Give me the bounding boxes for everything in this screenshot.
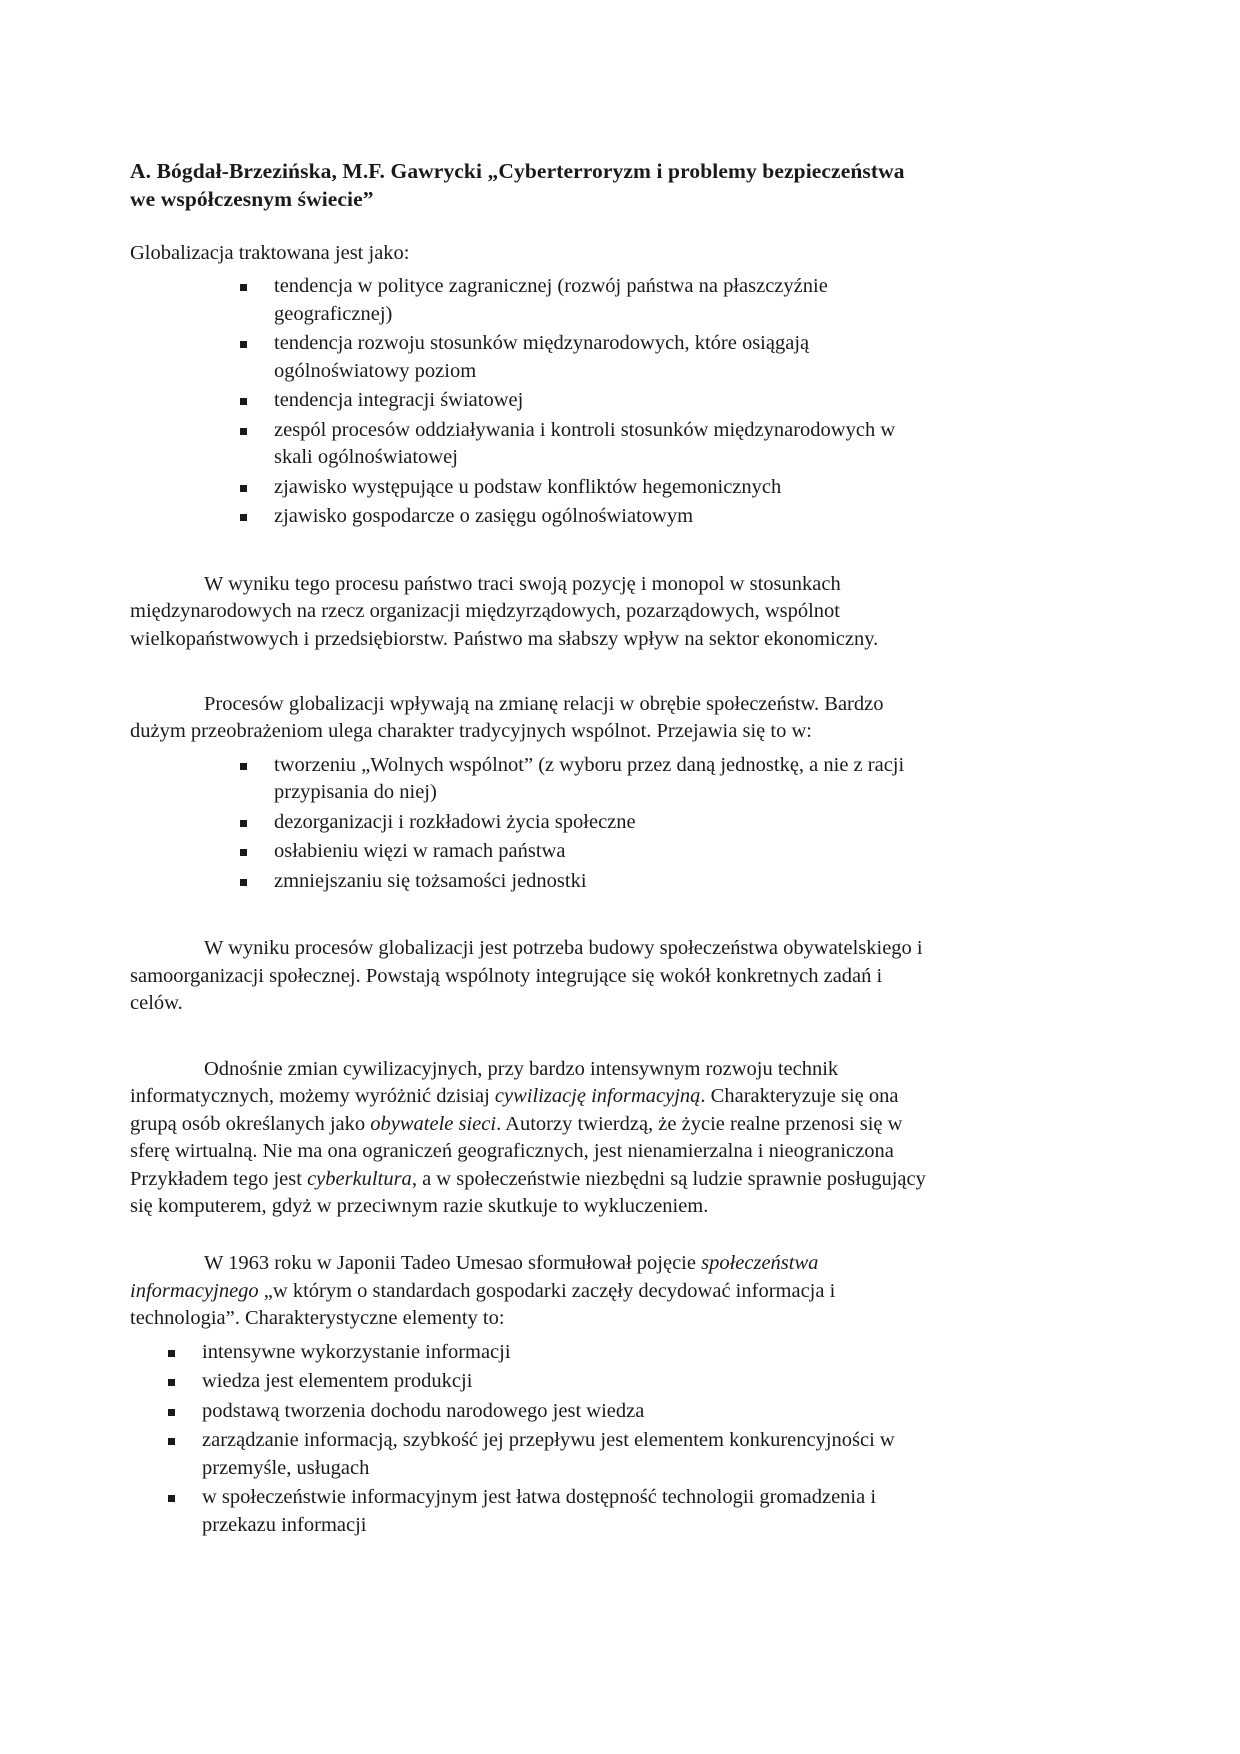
list-item: zmniejszaniu się tożsamości jednostki — [240, 868, 930, 895]
list-item: zarządzanie informacją, szybkość jej przepływu jest elementem konkurencyjności w przemyśle, usługach — [168, 1427, 930, 1482]
civil-society-paragraph: W wyniku procesów globalizacji jest potrzeba budowy społeczeństwa obywatelskiego i samoorganizacji społecznej. Powstają wspólnoty integrujące się wokół konkretnych zadań i celów. — [130, 937, 923, 1015]
processes-list — [240, 752, 930, 895]
list-item: tendencja integracji światowej — [240, 387, 930, 414]
umesao-text-2: „w którym o standardach gospodarki zaczęły decydować informacja i technologia”. Charakterystyczne elementy to: — [130, 1279, 836, 1330]
globalization-list — [240, 273, 930, 530]
civ-text-2: . Charakteryzuje się ona grupą osób określanych jako — [130, 1085, 899, 1135]
spacer — [130, 1220, 930, 1250]
umesao-text-1: W 1963 roku w Japonii Tadeo Umesao sformułował pojęcie — [204, 1252, 702, 1275]
list-item: tworzeniu „Wolnych wspólnot” (z wyboru przez daną jednostkę, a nie z racji przypisania do niej) — [240, 752, 930, 807]
civ-text-4: , a w społeczeństwie niezbędni są ludzie sprawnie posługujący się komputerem, gdyż w przeciwnym razie skutkuje to wykluczeniem. — [130, 1167, 926, 1217]
list-item: osłabieniu więzi w ramach państwa — [240, 838, 930, 865]
list-item: tendencja w polityce zagranicznej (rozwój państwa na płaszczyźnie geograficznej) — [240, 273, 930, 328]
document-body — [130, 240, 930, 1539]
state-loss-paragraph: W wyniku tego procesu państwo traci swoją pozycję i monopol w stosunkach międzynarodowych na rzecz organizacji międzyrządowych, pozarządowych, wspólnot wielkopaństwowych i przedsiębiorstw. Państwo ma słabszy wpływ na sektor ekonomiczny. — [130, 572, 879, 650]
globalization-lead-paragraph: Globalizacja traktowana jest jako: — [130, 241, 410, 264]
spacer — [130, 1018, 930, 1056]
umesao-paragraph — [130, 1250, 930, 1332]
civ-text-1: Odnośnie zmian cywilizacyjnych, przy bardzo intensywnym rozwoju technik informatycznych, możemy wyróżnić dzisiaj — [130, 1057, 839, 1108]
list-item: podstawą tworzenia dochodu narodowego jest wiedza — [168, 1398, 930, 1425]
umesao-list — [168, 1339, 930, 1539]
spacer — [130, 533, 930, 571]
list-item: dezorganizacji i rozkładowi życia społeczne — [240, 809, 930, 836]
list-item: zjawisko występujące u podstaw konfliktów hegemonicznych — [240, 474, 930, 501]
term-spoleczenstwa-informacyjnego: społeczeństwa informacyjnego — [130, 1252, 819, 1302]
page-title: A. Bógdał-Brzezińska, M.F. Gawrycki „Cyberterroryzm i problemy bezpieczeństwa we współczesnym świecie” — [130, 159, 905, 211]
list-item: w społeczeństwie informacyjnym jest łatwa dostępność technologii gromadzenia i przekazu informacji — [168, 1484, 930, 1539]
list-item: zespól procesów oddziaływania i kontroli stosunków międzynarodowych w skali ogólnoświatowej — [240, 417, 930, 472]
list-item: wiedza jest elementem produkcji — [168, 1368, 930, 1395]
list-item: zjawisko gospodarcze o zasięgu ogólnoświatowym — [240, 503, 930, 530]
spacer — [130, 897, 930, 935]
civ-text-3: . Autorzy twierdzą, że życie realne przenosi się w sferę wirtualną. Nie ma ona ograniczeń geograficznych, jest nienamierzalna i nieograniczona Przykładem tego jest — [130, 1112, 903, 1190]
list-item: intensywne wykorzystanie informacji — [168, 1339, 930, 1366]
civilization-paragraph — [130, 1056, 930, 1221]
term-cyberkultura: cyberkultura — [307, 1167, 412, 1190]
spacer — [130, 653, 930, 691]
processes-paragraph: Procesów globalizacji wpływają na zmianę relacji w obrębie społeczeństw. Bardzo dużym przeobrażeniom ulega charakter tradycyjnych wspólnot. Przejawia się to w: — [130, 692, 884, 743]
list-item: tendencja rozwoju stosunków międzynarodowych, które osiągają ogólnoświatowy poziom — [240, 330, 930, 385]
term-cywilizacja-informacyjna: cywilizację informacyjną — [494, 1085, 701, 1108]
term-obywatele-sieci: obywatele sieci — [370, 1112, 497, 1135]
